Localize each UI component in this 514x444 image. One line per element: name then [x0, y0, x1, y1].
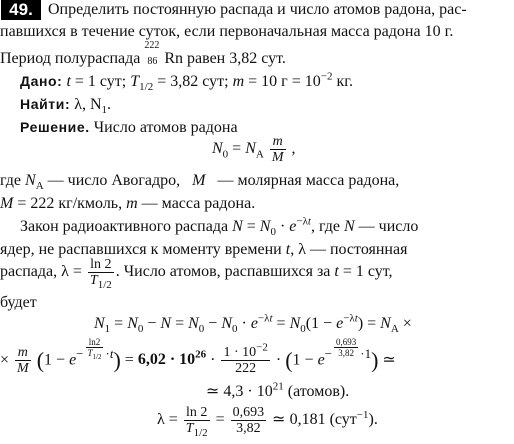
lambda-numerator: 0,693 [232, 405, 265, 420]
solution-intro: Число атомов радона [93, 119, 238, 136]
find-line: Найти: λ, $N_1$. [20, 96, 112, 117]
given-mass-unit: кг. [336, 73, 353, 90]
formula-n0: $N_0 = N_A$ $\frac{m}{M}$ , [212, 134, 296, 165]
given-mass-exponent: −2 [320, 70, 333, 83]
calc-mass-value: 1 · 10 [223, 345, 257, 361]
problem-number-badge: 49. [1, 0, 41, 20]
isotope-symbol: Rn [164, 50, 184, 67]
result-n1-exponent: 21 [272, 380, 284, 393]
law-decayed: . Число атомов, распавшихся за [115, 263, 331, 281]
calc-mass-exponent: −2 [256, 341, 268, 354]
problem-text-half-life-label: Период полураспада [0, 50, 141, 67]
problem-text-line-2: павшихся в течение суток, если первоначальная масса радона 10 г. [0, 23, 454, 40]
find-text: λ, N [74, 96, 102, 113]
law-where: , где [310, 218, 340, 235]
isotope-atomic-number: 86 [147, 56, 158, 67]
where-molar-mass: — молярная масса радона, [217, 172, 400, 189]
calc-line-1: $N_1 = N_0 - N = N_0 - N_0 \cdot e^{-\lambda t} = N_0(1 - e^{-\lambda t}) = N_A$ × [94, 312, 412, 336]
law-line-2: ядер, не распавшихся к моменту времени t, λ — постоянная [0, 241, 408, 258]
law-time: = 1 сут, [342, 263, 393, 281]
law-decay: распада, [0, 263, 58, 281]
calc-avogadro-exponent: 26 [195, 349, 207, 361]
calc-ln2-value: 0,693 [336, 337, 357, 347]
calc-line-2: × $\frac{m}{M}$ $(1 - e^{- \frac{\ln 2}{T_{1/2}} \cdot t}) = 6,02 \cdot 10^{26}$ · $\frac{1 \cdot 10^{-2}}{222}$ · $(1 - e^{- \frac{0,693}{3,82} \cdot 1})$ ≃ [0, 337, 396, 377]
lambda-tail: ). [368, 411, 378, 429]
result-n1-line: ≃ $4,3 \cdot 10^{21}$ (атомов). [206, 380, 350, 400]
lambda-value: 0,181 (сут [289, 411, 357, 429]
where-mass: — масса радона. [141, 195, 256, 212]
problem-text-line-1: Определить постоянную распада и число атомов радона, рас- [48, 1, 467, 18]
law-number: — число [358, 218, 419, 235]
problem-text-line-3 [0, 40, 286, 67]
where-avogadro: — число Авогадро, [47, 172, 181, 189]
law-line-3: распада, λ = $\frac{\ln 2}{T_{1/2}}$ . Число атомов, распавшихся за t = 1 сут, [0, 257, 393, 291]
given-half-life: = 3,82 сут; [157, 73, 229, 90]
calc-half-life-value: 3,82 [338, 348, 355, 358]
result-n1-unit: (атомов). [287, 383, 350, 400]
given-time: = 1 сут; [74, 73, 127, 90]
calc-avogadro-value: 6,02 · 10 [137, 351, 196, 369]
given-line: Дано: t = 1 сут; $T_{1/2} = 3,82$ сут; m = 10 $г = 10^{-2}$ кг. [20, 70, 353, 94]
will-be-line: будет [0, 294, 37, 311]
solution-intro-line [20, 120, 238, 136]
where-line-2: M = 222 кг/кмоль, m — масса радона. [0, 195, 256, 212]
where-line-1: где $N_A$ — число Авогадро, M — молярная масса радона, [0, 172, 400, 193]
find-label: Найти: [20, 96, 71, 112]
given-label: Дано: [20, 73, 63, 89]
solution-label: Решение. [20, 119, 90, 135]
law-title: Закон радиоактивного распада [20, 218, 229, 235]
law-nuclei: ядер, не распавшихся к моменту времени [0, 241, 282, 258]
lambda-exponent: −1 [356, 408, 369, 421]
law-constant: — постоянная [309, 241, 408, 258]
law-line-1: Закон радиоактивного распада $N = N_0 \cdot e^{-\lambda t}$, где N — число [20, 215, 419, 239]
where-molar-mass-value: = 222 кг/кмоль, [17, 195, 123, 212]
result-n1-value: 4,3 · 10 [223, 383, 273, 400]
isotope-notation [144, 40, 160, 67]
lambda-denominator: 3,82 [236, 421, 261, 436]
calc-molar-mass-value: 222 [235, 361, 257, 377]
lambda-line: λ = $\frac{\ln 2}{T_{1/2}}$ = $\frac{0,693}{3,82}$ ≃ 0,181 (сут$^{-1}$). [157, 405, 378, 439]
given-mass: = 10 г = 10 [248, 73, 321, 90]
problem-text-half-life-value: равен 3,82 сут. [187, 50, 286, 67]
isotope-mass-number: 222 [144, 40, 160, 51]
